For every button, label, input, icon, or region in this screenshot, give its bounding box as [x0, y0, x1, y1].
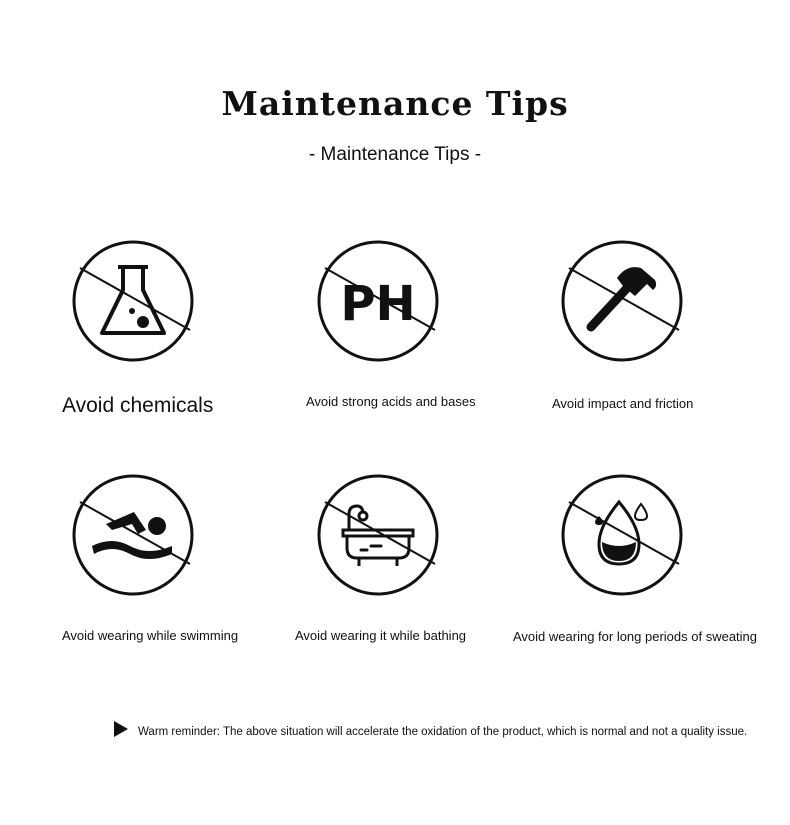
reminder-text: Warm reminder: The above situation will accelerate the oxidation of the product, which is normal and not a quality issue.: [138, 725, 748, 738]
tip-label-sweating: Avoid wearing for long periods of sweating: [513, 629, 758, 644]
tip-label-chemicals: Avoid chemicals: [62, 394, 214, 417]
svg-text:PH: PH: [340, 276, 416, 332]
sweat-drop-icon: [561, 474, 683, 596]
tip-label-acids-bases: Avoid strong acids and bases: [306, 394, 476, 409]
tip-label-bathing: Avoid wearing it while bathing: [295, 628, 467, 643]
warm-reminder: [112, 720, 747, 743]
page-subtitle: - Maintenance Tips -: [308, 144, 482, 165]
hammer-icon: [561, 240, 683, 362]
play-arrow-icon: [112, 720, 130, 743]
chemical-flask-icon: [72, 240, 194, 362]
swimmer-icon: [72, 474, 194, 596]
page-title: Maintenance Tips: [221, 84, 569, 123]
tip-label-impact-friction: Avoid impact and friction: [552, 396, 694, 411]
tip-label-swimming: Avoid wearing while swimming: [62, 628, 239, 643]
bathtub-icon: [317, 474, 439, 596]
ph-icon: [317, 240, 439, 362]
